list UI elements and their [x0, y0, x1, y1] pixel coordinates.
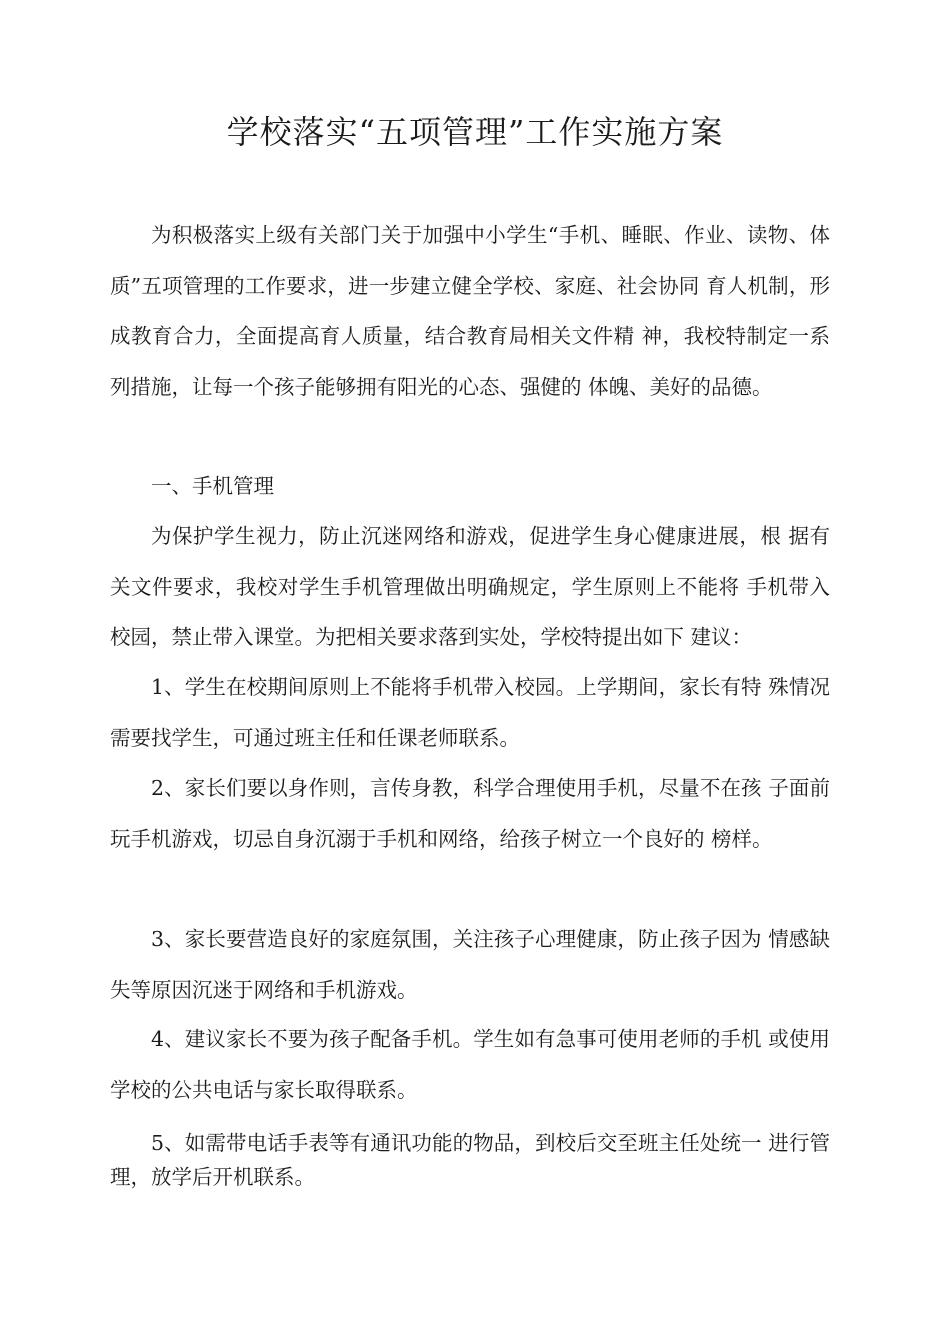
section-heading-phone: 一、手机管理: [151, 474, 274, 498]
list-item-1: 1、学生在校期间原则上不能将手机带入校园。上学期间，家长有特 殊情况需要找学生，可通过班主任和任课老师联系。: [110, 675, 830, 750]
document-title: 学校落实“五项管理”工作实施方案: [226, 113, 724, 151]
list-item-5: 5、如需带电话手表等有通讯功能的物品，到校后交至班主任处统一 进行管理，放学后开机联系。: [110, 1131, 830, 1189]
section-phone-intro: 为保护学生视力，防止沉迷网络和游戏，促进学生身心健康进展，根 据有关文件要求，我校对学生手机管理做出明确规定，学生原则上不能将 手机带入校园，禁止带入课堂。为把相关要求落到实处，学校特提出如下 建议：: [110, 524, 830, 649]
list-item-4: 4、建议家长不要为孩子配备手机。学生如有急事可使用老师的手机 或使用学校的公共电话与家长取得联系。: [110, 1027, 830, 1102]
list-item-2: 2、家长们要以身作则，言传身教，科学合理使用手机，尽量不在孩 子面前玩手机游戏，切忌自身沉溺于手机和网络，给孩子树立一个良好的 榜样。: [110, 776, 830, 851]
list-item-3: 3、家长要营造良好的家庭氛围，关注孩子心理健康，防止孩子因为 情感缺失等原因沉迷于网络和手机游戏。: [110, 927, 830, 1002]
intro-paragraph: 为积极落实上级有关部门关于加强中小学生“手机、睡眠、作业、读物、体质”五项管理的工作要求，进一步建立健全学校、家庭、社会协同 育人机制，形成教育合力，全面提高育人质量，结合教育局相关文件精 神，我校特制定一系列措施，让每一个孩子能够拥有阳光的心态、强健的 体魄、美好的品德。: [110, 223, 830, 399]
